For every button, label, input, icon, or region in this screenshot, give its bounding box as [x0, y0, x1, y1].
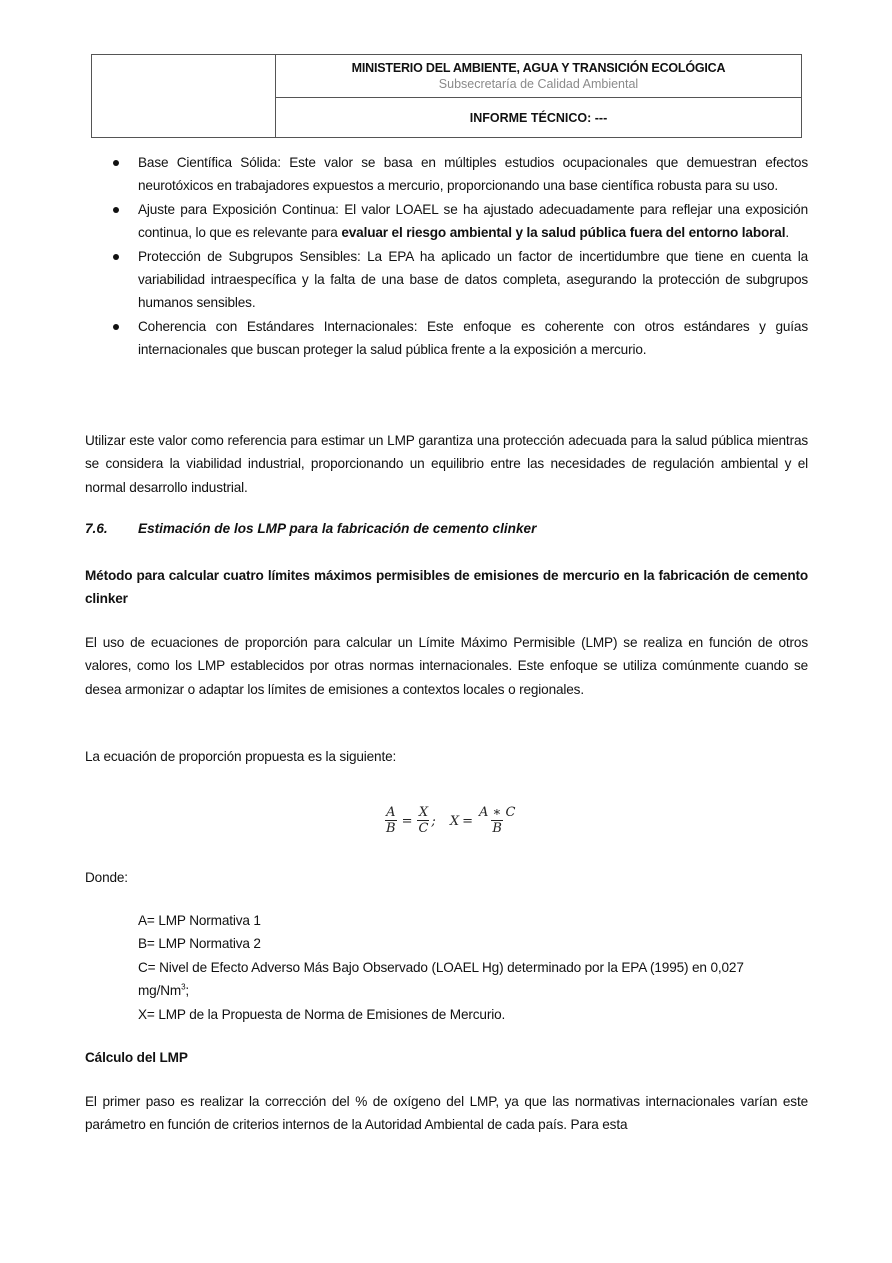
- definition-c-line1: C= Nivel de Efecto Adverso Más Bajo Observado (LOAEL Hg) determinado por la EPA (1995) en 0,027: [138, 959, 744, 975]
- bullet-bold-text: evaluar el riesgo ambiental y la salud pública fuera del entorno laboral: [341, 225, 786, 241]
- bullet-item: [110, 315, 808, 362]
- bullet-list: [110, 151, 808, 362]
- bullet-text: Coherencia con Estándares Internacionales: Este enfoque es coherente con otros estándares y guías internacionales que buscan proteger la salud pública frente a la exposición a mercurio.: [138, 318, 808, 358]
- unit-superscript: 3: [181, 982, 186, 992]
- definition-b: B= LMP Normativa 2: [138, 936, 261, 952]
- bullet-icon: [113, 160, 119, 166]
- proportion-equation: [383, 805, 518, 837]
- bullet-text-end: .: [785, 225, 789, 241]
- method-heading: Método para calcular cuatro límites máximos permisibles de emisiones de mercurio en la fabricación de cemento clinker: [85, 568, 808, 607]
- definition-c-line2: [138, 979, 808, 1002]
- bullet-icon: [113, 207, 119, 213]
- donde-label: Donde:: [85, 870, 128, 885]
- calc-heading: Cálculo del LMP: [85, 1050, 188, 1065]
- fraction-a-b: [385, 805, 397, 837]
- bullet-icon: [113, 324, 119, 330]
- definition-c: [138, 956, 808, 1003]
- conclusion-paragraph: Utilizar este valor como referencia para estimar un LMP garantiza una protección adecuada para la salud pública mientras se considera la viabilidad industrial, proporcionando un equilibrio entre las necesidades de regulación ambiental y el normal desarrollo industrial.: [85, 433, 808, 495]
- method-paragraph: El uso de ecuaciones de proporción para calcular un Límite Máximo Permisible (LMP) se realiza en función de otros valores, como los LMP establecidos por otras normas internacionales. Este enfoque se utiliza comúnmente cuando se desea armonizar o adaptar los límites de emisiones a contextos locales o regionales.: [85, 635, 808, 697]
- section-heading: [85, 521, 536, 536]
- header-table: [91, 54, 802, 138]
- bullet-text: Base Científica Sólida: Este valor se basa en múltiples estudios ocupacionales que demuestran efectos neurotóxicos en trabajadores expuestos a mercurio, proporcionando una base científica robusta para su uso.: [138, 155, 808, 194]
- header-ministry-cell: [276, 55, 801, 98]
- definition-a: A= LMP Normativa 1: [138, 913, 261, 928]
- subsecretary-name: Subsecretaría de Calidad Ambiental: [438, 77, 639, 91]
- bullet-text: Protección de Subgrupos Sensibles: La EPA ha aplicado un factor de incertidumbre que tiene en cuenta la variabilidad intraespecífica y la falta de una base de datos completa, asegurando la protección de subgrupos humanos sensibles.: [138, 248, 808, 311]
- equals-sign: =: [462, 813, 473, 829]
- separator: ;: [431, 813, 436, 829]
- definitions-list: [138, 909, 808, 1026]
- report-title: INFORME TÉCNICO: ---: [469, 110, 608, 125]
- calc-paragraph: El primer paso es realizar la corrección del % de oxígeno del LMP, ya que las normativas internacionales varían este parámetro en función de criterios internos de la Autoridad Ambiental de cada país. Para esta: [85, 1094, 808, 1133]
- numerator: A ∗ C: [478, 805, 516, 820]
- fraction-x-c: [417, 805, 429, 837]
- section-number: 7.6.: [85, 521, 108, 536]
- equation-intro: La ecuación de proporción propuesta es la siguiente:: [85, 749, 397, 764]
- definition-x: X= LMP de la Propuesta de Norma de Emisiones de Mercurio.: [138, 1006, 506, 1022]
- denominator: C: [418, 821, 429, 836]
- bullet-icon: [113, 254, 119, 260]
- bullet-item: [110, 151, 808, 198]
- bullet-item: [110, 198, 808, 245]
- unit-end: ;: [185, 983, 190, 999]
- fraction-ac-b: [478, 805, 516, 837]
- ministry-name: MINISTERIO DEL AMBIENTE, AGUA Y TRANSICIÓN ECOLÓGICA: [351, 61, 726, 75]
- numerator: A: [386, 805, 396, 820]
- header-info-cell: [276, 55, 801, 137]
- section-title: Estimación de los LMP para la fabricación de cemento clinker: [138, 521, 537, 536]
- bullet-text: Ajuste para Exposición Continua: El valor LOAEL se ha ajustado adecuadamente para reflejar una exposición continua, lo que es relevante para: [138, 201, 808, 241]
- denominator: B: [386, 821, 396, 836]
- numerator: X: [418, 805, 429, 820]
- lhs-variable: X: [449, 813, 460, 829]
- bullet-item: [110, 245, 808, 315]
- unit: mg/Nm: [138, 983, 182, 999]
- equals-sign: =: [401, 813, 413, 829]
- denominator: B: [492, 821, 502, 836]
- header-logo-cell: [92, 55, 276, 137]
